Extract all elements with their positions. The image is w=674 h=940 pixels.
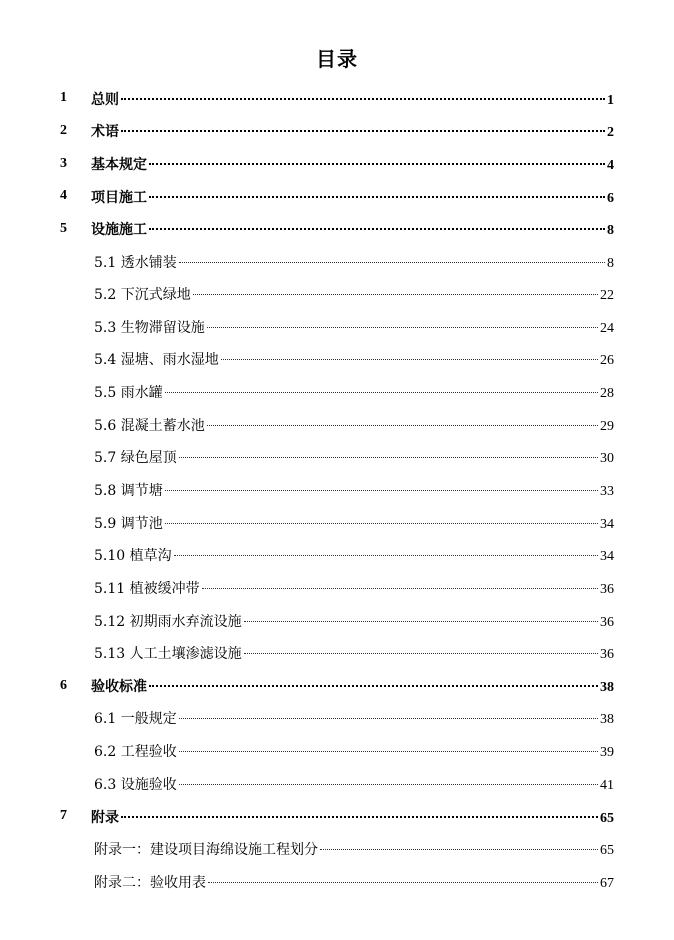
toc-chapter-number: 2 [60, 122, 67, 138]
toc-entry [91, 88, 614, 109]
toc-dot-leader [121, 116, 605, 132]
toc-page-number: 34 [600, 549, 614, 565]
toc-page-number: 28 [600, 386, 614, 402]
toc-page-number: 36 [600, 647, 614, 663]
toc-page-number: 36 [600, 614, 614, 630]
toc-dot-leader [179, 704, 598, 719]
toc-dot-leader [244, 639, 598, 654]
toc-chapter-row[interactable] [0, 82, 674, 115]
toc-entry [94, 382, 614, 402]
toc-chapter-number: 3 [60, 155, 67, 171]
toc-chapter-row[interactable] [0, 670, 674, 703]
toc-dot-leader [244, 607, 598, 622]
toc-section-row[interactable] [0, 474, 674, 507]
toc-chapter-row[interactable] [0, 147, 674, 180]
toc-page-number: 4 [607, 158, 614, 174]
toc-chapter-row[interactable] [0, 213, 674, 246]
toc-entry-label: 附录 [91, 809, 119, 826]
toc-page-number: 24 [600, 320, 614, 336]
toc-dot-leader [174, 541, 598, 556]
toc-dot-leader [149, 671, 598, 687]
toc-section-row[interactable] [0, 637, 674, 670]
toc-dot-leader [149, 182, 605, 198]
toc-entry-label: 项目施工 [91, 189, 147, 206]
toc-section-row[interactable] [0, 604, 674, 637]
toc-page-number: 8 [607, 223, 614, 239]
toc-dot-leader [207, 313, 598, 328]
toc-entry [94, 708, 614, 728]
toc-entry-label: 5.6 混凝土蓄水池 [94, 417, 205, 434]
toc-dot-leader [179, 770, 598, 785]
toc-entry [94, 611, 614, 631]
toc-chapter-number: 7 [60, 808, 67, 824]
toc-entry-label: 5.10 植草沟 [94, 548, 172, 565]
toc-entry [91, 120, 614, 141]
toc-section-row[interactable] [0, 572, 674, 605]
toc-entry-label: 验收标准 [91, 679, 147, 696]
toc-section-row[interactable] [0, 245, 674, 278]
toc-entry-label: 5.7 绿色屋顶 [94, 450, 177, 467]
toc-entry-label: 5.5 雨水罐 [94, 385, 163, 402]
toc-section-row[interactable] [0, 343, 674, 376]
toc-page-number: 33 [600, 484, 614, 499]
toc-entry [91, 806, 614, 827]
toc-dot-leader [165, 509, 598, 524]
toc-entry [94, 774, 614, 794]
toc-entry-label: 附录二：验收用表 [94, 874, 206, 891]
toc-entry [94, 480, 614, 500]
toc-entry-label: 5.8 调节塘 [94, 483, 163, 499]
toc-entry [94, 349, 614, 369]
page-title: 目录 [316, 47, 358, 71]
toc-dot-leader [179, 248, 605, 263]
toc-dot-leader [121, 84, 605, 100]
toc-page-number: 26 [600, 353, 614, 369]
toc-entry-label: 5.13 人工土壤渗滤设施 [94, 646, 242, 663]
toc-section-row[interactable] [0, 833, 674, 866]
toc-page-number: 41 [600, 777, 614, 793]
toc-chapter-row[interactable] [0, 115, 674, 148]
toc-entry [94, 447, 614, 467]
toc-section-row[interactable] [0, 376, 674, 409]
toc-entry [94, 643, 614, 663]
toc-entry [94, 415, 614, 435]
toc-section-row[interactable] [0, 310, 674, 343]
toc-entry-label: 5.11 植被缓冲带 [94, 580, 200, 597]
toc-entry [94, 284, 614, 304]
toc-entry-label: 5.9 调节池 [94, 515, 163, 532]
toc-dot-leader [179, 443, 598, 458]
toc-section-row[interactable] [0, 539, 674, 572]
toc-entry-label: 6.1 一般规定 [94, 711, 177, 728]
toc-section-row[interactable] [0, 441, 674, 474]
toc-entry-label: 5.1 透水铺装 [94, 254, 177, 271]
toc-entry [94, 252, 614, 272]
toc-page-number: 2 [607, 125, 614, 141]
toc-dot-leader [149, 214, 605, 230]
toc-chapter-number: 5 [60, 220, 67, 236]
toc-section-row[interactable] [0, 506, 674, 539]
toc-entry-label: 基本规定 [91, 157, 147, 174]
toc-page-number: 34 [600, 516, 614, 532]
toc-chapter-row[interactable] [0, 180, 674, 213]
toc-dot-leader [320, 835, 598, 850]
toc-entry-label: 5.4 湿塘、雨水湿地 [94, 352, 219, 369]
toc-page-number: 22 [600, 288, 614, 304]
toc-entry-label: 5.12 初期雨水弃流设施 [94, 613, 242, 630]
toc-entry [94, 317, 614, 337]
toc-page-number: 6 [607, 190, 614, 206]
toc-entry [94, 872, 614, 892]
toc-page-number: 1 [607, 92, 614, 108]
table-of-contents [0, 82, 674, 898]
toc-page-number: 65 [600, 810, 614, 826]
toc-dot-leader [202, 574, 598, 589]
toc-page-number: 36 [600, 581, 614, 597]
toc-page-number: 8 [607, 255, 614, 271]
toc-section-row[interactable] [0, 767, 674, 800]
toc-entry [94, 578, 614, 598]
toc-page-number: 65 [600, 843, 614, 859]
toc-page-number: 38 [600, 680, 614, 696]
toc-section-row[interactable] [0, 735, 674, 768]
toc-entry [91, 153, 614, 174]
toc-section-row[interactable] [0, 702, 674, 735]
toc-dot-leader [193, 280, 598, 295]
toc-entry-label: 6.2 工程验收 [94, 744, 177, 761]
toc-page-number: 30 [600, 451, 614, 467]
toc-entry-label: 设施施工 [91, 222, 147, 239]
toc-entry-label: 5.2 下沉式绿地 [94, 287, 191, 304]
toc-entry [91, 675, 614, 696]
toc-dot-leader [149, 149, 605, 165]
toc-entry [94, 741, 614, 761]
toc-page-number: 29 [600, 418, 614, 434]
toc-dot-leader [165, 378, 598, 393]
toc-chapter-number: 6 [60, 677, 67, 693]
toc-dot-leader [179, 737, 598, 752]
toc-dot-leader [165, 476, 598, 491]
toc-page-number: 39 [600, 745, 614, 761]
toc-page-number: 38 [600, 712, 614, 728]
toc-dot-leader [208, 868, 598, 883]
toc-page-number: 67 [600, 875, 614, 891]
toc-chapter-number: 1 [60, 90, 67, 106]
toc-entry-label: 5.3 生物滞留设施 [94, 319, 205, 336]
toc-entry-label: 6.3 设施验收 [94, 776, 177, 793]
toc-dot-leader [207, 411, 598, 426]
toc-entry [94, 545, 614, 565]
toc-dot-leader [221, 345, 598, 360]
toc-chapter-number: 4 [60, 188, 67, 204]
toc-chapter-row[interactable] [0, 800, 674, 833]
toc-entry [94, 839, 614, 859]
toc-section-row[interactable] [0, 865, 674, 898]
toc-dot-leader [121, 802, 598, 818]
toc-entry [94, 513, 614, 533]
toc-section-row[interactable] [0, 278, 674, 311]
toc-entry [91, 186, 614, 207]
toc-entry [91, 218, 614, 239]
toc-entry-label: 总则 [91, 91, 119, 108]
toc-section-row[interactable] [0, 408, 674, 441]
toc-entry-label: 附录一：建设项目海绵设施工程划分 [94, 842, 318, 859]
toc-entry-label: 术语 [91, 124, 119, 141]
